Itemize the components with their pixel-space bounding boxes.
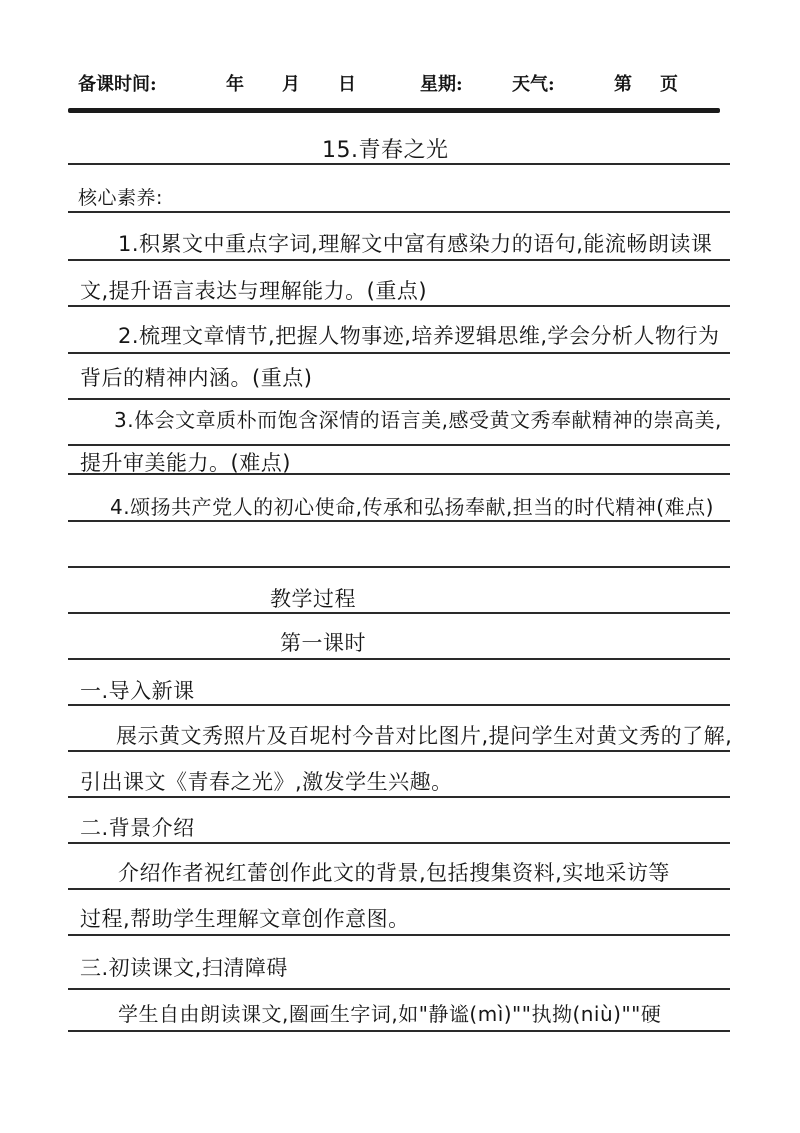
ruled-line <box>68 1030 730 1032</box>
objective-2-line-2: 背后的精神内涵。(重点) <box>80 366 313 390</box>
lesson-title: 15.青春之光 <box>322 138 449 163</box>
step-3-title: 三.初读课文,扫清障碍 <box>80 956 288 980</box>
step-3-line-1: 学生自由朗读课文,圈画生字词,如"静谧(mì)""执拗(niù)""硬 <box>118 1002 662 1026</box>
objective-1-line-1: 1.积累文中重点字词,理解文中富有感染力的语句,能流畅朗读课 <box>118 232 713 256</box>
day-label: 日 <box>338 74 356 95</box>
core-literacy-heading: 核心素养: <box>78 187 163 209</box>
step-1-title: 一.导入新课 <box>80 679 195 703</box>
step-1-line-1: 展示黄文秀照片及百坭村今昔对比图片,提问学生对黄文秀的了解, <box>116 724 733 748</box>
ruled-line <box>68 566 730 568</box>
step-2-line-1: 介绍作者祝红蕾创作此文的背景,包括搜集资料,实地采访等 <box>118 861 670 885</box>
step-1-line-2: 引出课文《青春之光》,激发学生兴趣。 <box>80 770 453 794</box>
step-2-line-2: 过程,帮助学生理解文章创作意图。 <box>80 907 410 931</box>
weekday-label: 星期: <box>420 74 463 95</box>
ruled-line <box>68 750 730 752</box>
ruled-line <box>68 934 730 936</box>
teaching-process-heading: 教学过程 <box>270 587 356 611</box>
prep-time-label: 备课时间: <box>78 74 157 95</box>
ruled-line <box>68 658 730 660</box>
ruled-line <box>68 612 730 614</box>
weather-label: 天气: <box>512 74 555 95</box>
year-label: 年 <box>226 74 244 95</box>
objective-1-line-2: 文,提升语言表达与理解能力。(重点) <box>80 279 428 303</box>
lesson-plan-header <box>0 62 800 102</box>
ruled-line <box>68 352 730 354</box>
month-label: 月 <box>282 74 300 95</box>
objective-4-line-1: 4.颂扬共产党人的初心使命,传承和弘扬奉献,担当的时代精神(难点) <box>110 495 714 519</box>
ruled-line <box>68 888 730 890</box>
page-label-prefix: 第 <box>614 74 632 95</box>
ruled-line <box>68 842 730 844</box>
ruled-line <box>68 211 730 213</box>
session-heading: 第一课时 <box>280 631 366 655</box>
objective-3-line-1: 3.体会文章质朴而饱含深情的语言美,感受黄文秀奉献精神的崇高美, <box>114 408 722 432</box>
ruled-line <box>68 259 730 261</box>
objective-2-line-1: 2.梳理文章情节,把握人物事迹,培养逻辑思维,学会分析人物行为 <box>118 324 720 348</box>
ruled-line <box>68 305 730 307</box>
objective-3-line-2: 提升审美能力。(难点) <box>80 451 291 475</box>
header-divider <box>68 108 720 113</box>
page-label-suffix: 页 <box>660 74 678 95</box>
ruled-line <box>68 988 730 990</box>
ruled-line <box>68 796 730 798</box>
step-2-title: 二.背景介绍 <box>80 816 195 840</box>
ruled-line <box>68 520 730 522</box>
ruled-line <box>68 444 730 446</box>
ruled-line <box>68 398 730 400</box>
